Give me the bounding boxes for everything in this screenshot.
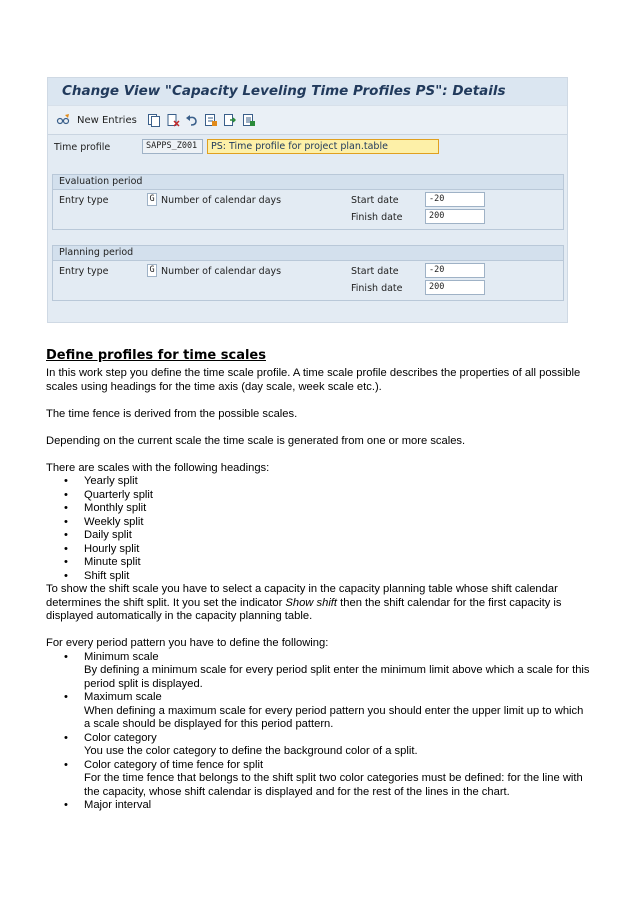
sap-window-title: Change View "Capacity Leveling Time Profiles PS": Details	[48, 78, 567, 105]
entry-type-code-field[interactable]: G	[147, 264, 157, 277]
entry-type-label: Entry type	[59, 195, 109, 206]
item-title: • Color category of time fence for split	[84, 758, 264, 771]
delete-icon[interactable]	[166, 113, 180, 127]
sap-toolbar	[48, 105, 567, 135]
list-item	[84, 759, 591, 800]
shift-text-a: To show the shift scale you have to select a capacity in the capacity planning table whose shift calendar determines the shift split. It you set the indicator	[46, 583, 558, 609]
start-date-field[interactable]: -20	[425, 192, 485, 207]
time-profile-description-field[interactable]: PS: Time profile for project plan.table	[207, 139, 439, 154]
evaluation-period-group	[52, 174, 564, 230]
time-profile-code-field[interactable]: SAPPS_Z001	[142, 139, 203, 154]
shift-scale-paragraph	[46, 583, 591, 624]
list-item: • Shift split	[84, 570, 591, 584]
list-item	[84, 732, 591, 759]
planning-period-group	[52, 245, 564, 301]
list-item: • Minute split	[84, 556, 591, 570]
section-heading: Define profiles for time scales	[46, 348, 266, 363]
finish-date-label: Finish date	[351, 283, 403, 294]
start-date-label: Start date	[351, 266, 399, 277]
list-item	[84, 799, 591, 813]
show-shift-indicator-text: Show shift	[285, 596, 338, 609]
period-pattern-list	[46, 651, 591, 813]
finish-date-label: Finish date	[351, 212, 403, 223]
item-text: By defining a minimum scale for every period split enter the minimum limit above which a scale for this period split is displayed.	[84, 664, 590, 690]
evaluation-period-header: Evaluation period	[53, 175, 563, 190]
entry-type-text: Number of calendar days	[161, 266, 282, 277]
list-item: • Daily split	[84, 529, 591, 543]
item-title: • Maximum scale	[84, 691, 162, 703]
next-entry-icon[interactable]	[223, 113, 237, 127]
finish-date-field[interactable]: 200	[425, 280, 485, 295]
list-item: • Weekly split	[84, 516, 591, 530]
time-profile-label: Time profile	[54, 142, 111, 153]
copy-icon[interactable]	[147, 113, 161, 127]
finish-date-field[interactable]: 200	[425, 209, 485, 224]
list-item: • Quarterly split	[84, 489, 591, 503]
list-item	[84, 691, 591, 732]
list-item: • Yearly split	[84, 475, 591, 489]
undo-icon[interactable]	[185, 113, 199, 127]
entry-type-label: Entry type	[59, 266, 109, 277]
scale-generation-paragraph: Depending on the current scale the time scale is generated from one or more scales.	[46, 434, 466, 447]
document-body	[46, 348, 591, 813]
scales-intro-paragraph: There are scales with the following headings:	[46, 461, 270, 474]
item-text: You use the color category to define the background color of a split.	[84, 745, 418, 757]
print-icon[interactable]	[242, 113, 256, 127]
start-date-field[interactable]: -20	[425, 263, 485, 278]
planning-period-header: Planning period	[53, 246, 563, 261]
item-title: • Major interval	[84, 799, 152, 811]
list-item: • Monthly split	[84, 502, 591, 516]
entry-type-code-field[interactable]: G	[147, 193, 157, 206]
glasses-display-change-icon[interactable]	[56, 113, 70, 127]
intro-paragraph: In this work step you define the time scale profile. A time scale profile describes the properties of all possible scales using headings for the time axis (day scale, week scale etc.).	[46, 367, 581, 393]
start-date-label: Start date	[351, 195, 399, 206]
period-pattern-paragraph: For every period pattern you have to define the following:	[46, 637, 329, 649]
select-all-icon[interactable]	[204, 113, 218, 127]
item-title: • Color category	[84, 731, 157, 744]
list-item: • Hourly split	[84, 543, 591, 557]
list-item	[84, 651, 591, 692]
time-fence-paragraph: The time fence is derived from the possible scales.	[46, 407, 298, 420]
item-text: When defining a maximum scale for every period pattern you should enter the upper limit up to which a scale should be displayed for this period pattern.	[84, 704, 584, 730]
item-title: • Minimum scale	[84, 650, 159, 663]
scales-list	[46, 475, 591, 583]
new-entries-button[interactable]: New Entries	[77, 114, 137, 126]
entry-type-text: Number of calendar days	[161, 195, 282, 206]
item-text: For the time fence that belongs to the shift split two color categories must be defined: for the line with the capacity, whose shift calendar is displayed and for the rest of the lines in the chart.	[84, 772, 583, 798]
shift-text-b: then the shift calendar for the first capacity is displayed automatically in the capacity planning table.	[46, 596, 562, 622]
sap-screenshot	[47, 77, 568, 323]
